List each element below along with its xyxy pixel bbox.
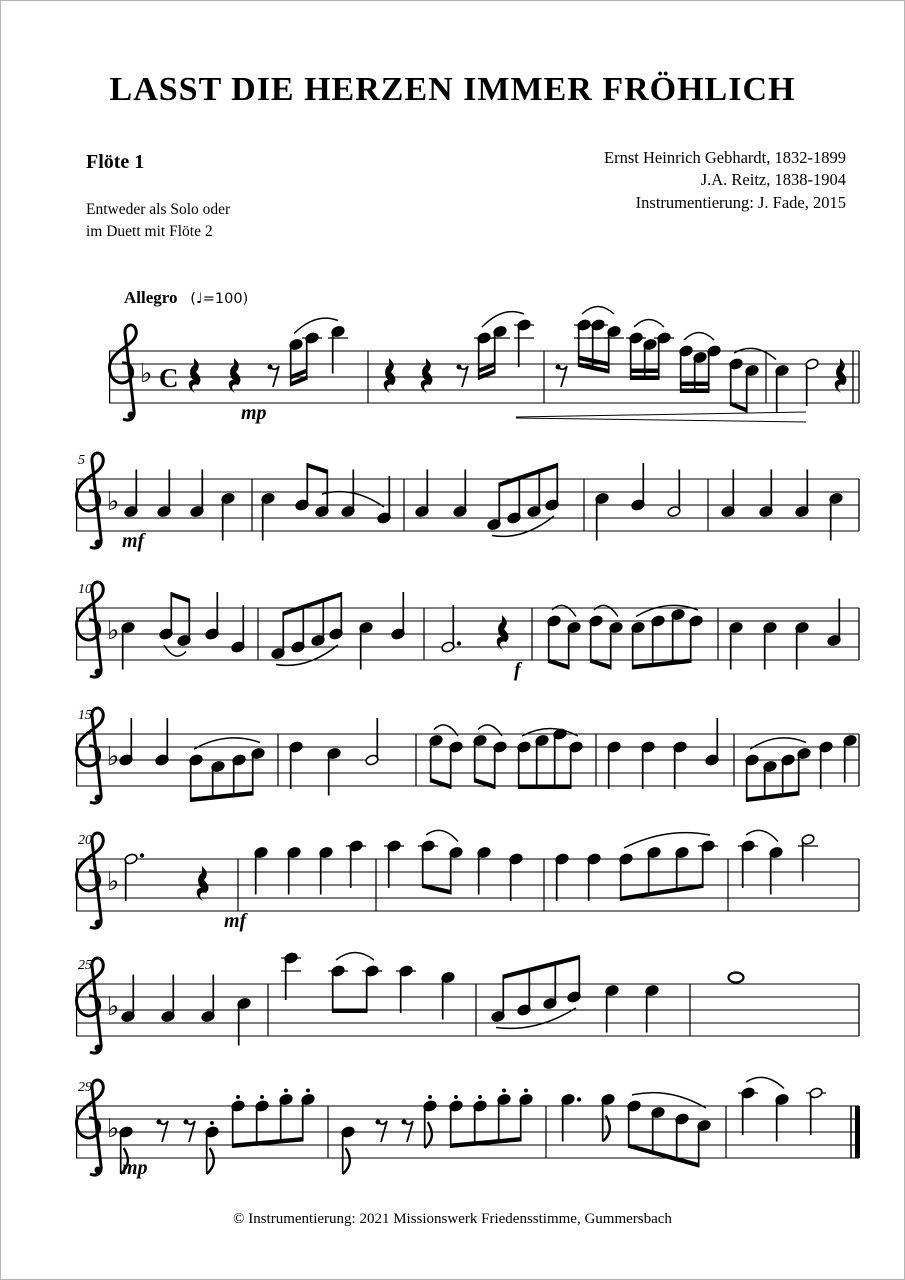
note [423, 1095, 437, 1148]
note [327, 747, 341, 795]
eighth-flag [343, 1148, 350, 1174]
note [121, 975, 135, 1023]
note [667, 470, 681, 518]
slur [276, 645, 338, 665]
note [190, 470, 204, 518]
credit-lyricist: J.A. Reitz, 1838-1904 [700, 170, 846, 190]
note [798, 833, 818, 881]
beamed-group [729, 358, 759, 413]
staccato-dot [502, 1089, 506, 1093]
note [119, 718, 133, 766]
beam [171, 592, 189, 603]
eighth-rest [184, 1120, 196, 1143]
beamed-group [289, 332, 322, 387]
eighth-rest [157, 1120, 169, 1143]
beamed-group [474, 325, 510, 380]
staccato-dot [236, 1095, 240, 1099]
note [587, 853, 601, 901]
note [157, 470, 171, 518]
beam [519, 785, 571, 790]
note [805, 358, 819, 406]
beamed-group [574, 319, 624, 374]
hairpin-crescendo [516, 412, 806, 417]
tempo-marking [124, 288, 248, 308]
note [359, 621, 373, 669]
note [281, 952, 301, 1000]
note [287, 846, 301, 894]
beamed-group [429, 734, 463, 789]
note [843, 734, 857, 782]
note [441, 605, 461, 653]
slur [294, 318, 338, 333]
beamed-group [619, 840, 718, 901]
note [341, 1126, 355, 1174]
slur [492, 516, 554, 536]
note [121, 621, 135, 669]
staccato-dot [454, 1095, 458, 1099]
note [607, 741, 621, 789]
beamed-group [626, 332, 674, 380]
measure-number: 29 [78, 1080, 92, 1095]
eighth-rest [402, 1120, 414, 1143]
note [161, 975, 175, 1023]
note [775, 1093, 789, 1141]
beamed-group [231, 1089, 315, 1149]
beam [431, 778, 451, 789]
measure-number: 20 [78, 833, 92, 848]
time-signature: C [159, 363, 179, 393]
slur [522, 729, 578, 737]
staccato-dot [428, 1095, 432, 1099]
note [509, 853, 523, 901]
slur [582, 307, 614, 315]
note [819, 741, 833, 789]
slur [594, 605, 618, 616]
beamed-group [589, 615, 623, 670]
note [555, 853, 569, 901]
note [377, 476, 391, 524]
note [759, 470, 773, 518]
beamed-group [449, 1089, 533, 1149]
note [231, 605, 245, 653]
key-signature-flat: ♭ [107, 1114, 120, 1143]
slur [734, 348, 776, 359]
eighth-rest [376, 1120, 388, 1143]
note [561, 1093, 581, 1141]
quarter-rest [189, 358, 201, 393]
copyright-line: © Instrumentierung: 2021 Missionswerk Friedensstimme, Gummersbach [233, 1211, 672, 1227]
note [631, 463, 645, 511]
beam [681, 389, 709, 394]
measure-number: 10 [78, 582, 92, 597]
note [124, 853, 144, 901]
note [289, 741, 303, 789]
metronome-mark: (♩=100) [190, 291, 249, 307]
beamed-group [517, 728, 583, 789]
note [795, 621, 809, 669]
beam [631, 376, 659, 381]
quarter-rest [229, 358, 241, 393]
slur [336, 953, 374, 961]
slur [426, 830, 458, 841]
page-title: LASST DIE HERZEN IMMER FRÖHLICH [109, 71, 796, 108]
note [601, 1093, 615, 1141]
note [205, 1121, 219, 1174]
beam [191, 791, 253, 802]
note [391, 592, 405, 640]
beam [307, 463, 327, 474]
note [201, 975, 215, 1023]
key-signature-flat: ♭ [107, 616, 120, 645]
augmentation-dot [457, 641, 461, 645]
augmentation-dot [577, 1097, 581, 1101]
credits [604, 147, 846, 214]
note [827, 599, 841, 647]
part-name: Flöte 1 [86, 151, 145, 173]
note [365, 718, 379, 766]
note [453, 470, 467, 518]
treble-clef-icon [109, 325, 136, 420]
slur [746, 830, 778, 841]
key-signature-flat: ♭ [107, 742, 120, 771]
slur [552, 605, 576, 616]
staccato-dot [478, 1095, 482, 1099]
beamed-group [295, 463, 329, 518]
slur [634, 320, 664, 328]
dynamic-marking: mf [122, 530, 145, 552]
note [237, 997, 251, 1045]
note [705, 718, 719, 766]
note [328, 325, 348, 373]
dynamic-marking: mp [122, 1157, 148, 1179]
measure-number: 5 [78, 453, 85, 468]
note [124, 470, 138, 518]
note [441, 971, 455, 1019]
key-signature-flat: ♭ [107, 487, 120, 516]
note [384, 840, 404, 888]
dynamic-marking: mf [224, 910, 247, 932]
beam [629, 1144, 699, 1168]
measure-number: 25 [78, 958, 92, 973]
note [415, 470, 429, 518]
note [829, 492, 843, 540]
note [319, 846, 333, 894]
eighth-flag [207, 1148, 214, 1174]
dynamic-marking: mp [241, 402, 267, 424]
beamed-group [328, 965, 382, 1013]
note [738, 840, 758, 888]
quarter-rest [384, 358, 396, 393]
beam [747, 791, 799, 802]
note [738, 1087, 758, 1135]
eighth-rest [457, 365, 469, 388]
augmentation-dot [140, 853, 144, 857]
beam [283, 592, 341, 616]
eighth-rest [268, 365, 280, 388]
eighth-rest [556, 365, 568, 388]
beamed-group [679, 345, 721, 393]
note [795, 470, 809, 518]
note [205, 592, 219, 640]
beamed-group [418, 840, 463, 895]
quarter-rest [497, 615, 509, 650]
beamed-group [159, 592, 191, 647]
staccato-dot [306, 1089, 310, 1093]
hairpin-crescendo [516, 418, 806, 422]
note [514, 319, 534, 367]
performance-note-line2: im Duett mit Flöte 2 [86, 222, 213, 240]
performance-note [86, 199, 230, 242]
staccato-dot [524, 1089, 528, 1093]
note [775, 364, 789, 412]
note [346, 840, 366, 888]
performance-note-line1: Entweder als Solo oder [86, 201, 231, 218]
dynamic-marking: f [514, 659, 521, 681]
note [221, 492, 235, 540]
key-signature-flat: ♭ [140, 359, 153, 388]
beam [503, 955, 579, 979]
quarter-rest [835, 358, 847, 393]
staccato-dot [284, 1089, 288, 1093]
note [806, 1087, 826, 1135]
beam [499, 463, 557, 487]
note [261, 492, 275, 540]
note [729, 621, 743, 669]
quarter-rest [421, 358, 433, 393]
note [595, 492, 609, 540]
staff-system-7 [76, 1066, 866, 1216]
note [769, 846, 783, 894]
measure-number: 15 [78, 708, 92, 723]
slur [496, 1008, 576, 1028]
beam [681, 382, 709, 387]
eighth-flag [425, 1122, 432, 1148]
beam [451, 1137, 521, 1148]
note [641, 741, 655, 789]
credit-composer: Ernst Heinrich Gebhardt, 1832-1899 [604, 148, 846, 167]
note [477, 846, 491, 894]
slur [624, 833, 710, 848]
beam [233, 1137, 303, 1148]
beamed-group [189, 747, 265, 802]
note [721, 470, 735, 518]
beam [333, 1009, 367, 1014]
final-barline-thick [855, 1106, 860, 1158]
beam [475, 778, 495, 789]
note [396, 965, 416, 1013]
quarter-rest [197, 866, 209, 901]
beamed-group [627, 1100, 711, 1168]
key-signature-flat: ♭ [107, 992, 120, 1021]
slur [636, 605, 698, 616]
tempo-word: Allegro [124, 288, 178, 307]
staccato-dot [210, 1121, 214, 1125]
staccato-dot [260, 1095, 264, 1099]
note [729, 973, 744, 983]
staff-system-2 [76, 439, 866, 589]
slur [684, 333, 714, 341]
beam [631, 369, 659, 374]
note [673, 741, 687, 789]
beamed-group [547, 615, 581, 670]
note [254, 846, 268, 894]
note [155, 718, 169, 766]
note [605, 984, 619, 1032]
note [645, 984, 659, 1032]
note [763, 621, 777, 669]
credit-arranger: Instrumentierung: J. Fade, 2015 [635, 192, 846, 212]
key-signature-flat: ♭ [107, 867, 120, 896]
slur [746, 1077, 784, 1088]
beamed-group [745, 747, 811, 802]
beamed-group [473, 734, 507, 789]
